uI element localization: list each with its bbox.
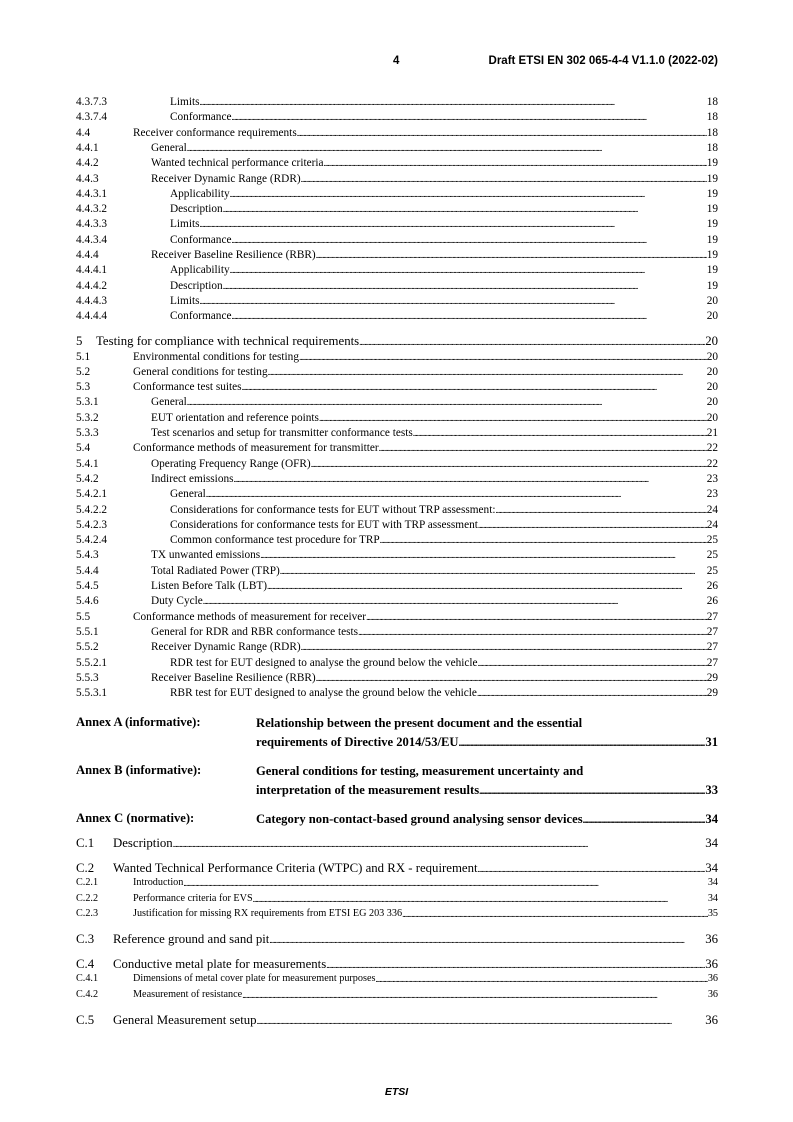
toc-entry-title: Duty Cycle: [151, 595, 203, 608]
toc-entry-title: Test scenarios and setup for transmitter conformance tests: [151, 427, 413, 439]
toc-entry-title: Category non-contact-based ground analysing sensor devices: [256, 811, 583, 826]
toc-entry[interactable]: [76, 906, 718, 922]
dot-leader: [268, 364, 707, 380]
toc-entry[interactable]: [76, 109, 718, 125]
toc-entry[interactable]: [76, 94, 718, 110]
toc-entry-page: 23: [706, 472, 718, 485]
toc-entry[interactable]: [76, 609, 718, 625]
toc-entry[interactable]: [76, 125, 718, 141]
toc-entry[interactable]: [76, 486, 718, 502]
toc-entry-title: Indirect emissions: [151, 472, 234, 485]
toc-entry-title: Description: [113, 836, 173, 851]
page-number: 4: [393, 55, 400, 67]
toc-entry[interactable]: [76, 216, 718, 232]
toc-entry[interactable]: [76, 624, 718, 640]
toc-entry-page: 34: [705, 836, 718, 851]
toc-entry-number: 4.3.7.4: [76, 111, 108, 124]
toc-entry-page: 25: [706, 564, 718, 577]
toc-entry[interactable]: [76, 762, 718, 800]
dot-leader: [187, 394, 707, 410]
toc-entry-page: 36: [705, 1012, 718, 1027]
toc-entry-number: C.2: [76, 861, 95, 876]
toc-entry-page: 20: [705, 334, 718, 349]
toc-entry-number: C.2.1: [76, 877, 99, 889]
dot-leader: [260, 547, 707, 563]
toc-entry-page: 20: [706, 365, 718, 378]
toc-entry-title: Receiver Dynamic Range (RDR): [151, 641, 301, 654]
toc-entry-title: Conformance: [170, 310, 232, 323]
dot-leader: [230, 262, 707, 278]
toc-entry-number: 4.4.3.2: [76, 203, 108, 216]
toc-entry-title: Receiver Dynamic Range (RDR): [151, 172, 301, 185]
toc-entry-page: 20: [706, 411, 718, 424]
toc-entry-page: 31: [705, 734, 718, 749]
toc-entry-number: 5.4.2: [76, 472, 99, 485]
toc-entry-page: 20: [706, 381, 718, 394]
toc-entry-page: 18: [706, 126, 718, 139]
toc-entry-page: 20: [706, 350, 718, 363]
toc-entry[interactable]: [76, 364, 718, 380]
toc-entry-number: C.1: [76, 836, 95, 851]
dot-leader: [583, 810, 706, 829]
toc-entry-title: Description: [170, 279, 223, 292]
toc-entry-number: 5.2: [76, 365, 91, 378]
dot-leader: [297, 125, 707, 141]
toc-entry[interactable]: [76, 278, 718, 294]
toc-entry-page: 34: [707, 892, 718, 904]
dot-leader: [324, 155, 707, 171]
toc-entry[interactable]: [76, 262, 718, 278]
dot-leader: [358, 624, 707, 640]
dot-leader: [479, 781, 705, 800]
toc-entry[interactable]: [76, 517, 718, 533]
toc-entry-title: General conditions for testing, measurement uncertainty and: [256, 763, 584, 778]
toc-entry-number: Annex A (informative):: [76, 714, 201, 729]
toc-entry-number: 5.5.3.1: [76, 687, 108, 700]
dot-leader: [223, 201, 707, 217]
dot-leader: [495, 502, 706, 518]
toc-entry-title: Conformance test suites: [133, 381, 242, 394]
toc-entry-number: 5.5: [76, 610, 91, 623]
toc-entry-page: 22: [706, 457, 718, 470]
toc-entry[interactable]: [76, 201, 718, 217]
toc-entry-page: 24: [706, 503, 718, 516]
toc-entry-page: 19: [706, 249, 718, 261]
toc-entry-page: 19: [706, 187, 718, 200]
toc-entry-title: Reference ground and sand pit: [113, 932, 270, 946]
toc-entry-number: C.2.2: [76, 892, 99, 904]
toc-entry[interactable]: [76, 247, 718, 263]
toc-entry-page: 19: [706, 279, 718, 292]
toc-entry-title: Considerations for conformance tests for EUT with TRP assessment: [170, 518, 478, 531]
toc-entry-page: 23: [706, 488, 718, 501]
toc-entry[interactable]: [76, 875, 718, 891]
toc-entry[interactable]: [76, 186, 718, 202]
toc-entry-number: Annex B (informative):: [76, 762, 202, 777]
dot-leader: [173, 835, 705, 852]
toc-entry-title: General for RDR and RBR conformance tests: [151, 625, 359, 638]
toc-entry-number: C.4.2: [76, 988, 99, 1000]
dot-leader: [402, 906, 708, 923]
toc-entry-number: 4.4.2: [76, 157, 99, 170]
toc-entry-number: 5.1: [76, 350, 91, 363]
toc-entry-title: Measurement of resistance: [133, 988, 243, 1000]
toc-entry-number: 4.4.4: [76, 249, 99, 261]
toc-entry-page: 33: [705, 782, 718, 797]
dot-leader: [301, 639, 707, 655]
toc-entry-page: 34: [705, 811, 718, 826]
toc-entry-title: interpretation of the measurement results: [256, 782, 480, 797]
toc-entry-number: 5.4: [76, 442, 91, 455]
toc-entry-title: Applicability: [170, 264, 230, 277]
toc-entry-number: C.4.1: [76, 973, 99, 985]
toc-entry[interactable]: [76, 308, 718, 324]
toc-entry[interactable]: [76, 639, 718, 655]
dot-leader: [223, 278, 707, 294]
toc-entry[interactable]: [76, 140, 718, 156]
toc-entry-page: 19: [706, 264, 718, 277]
toc-entry-page: 25: [706, 549, 718, 562]
toc-entry-title: Conductive metal plate for measurements: [113, 957, 327, 971]
toc-entry-title: Limits: [170, 96, 200, 108]
dot-leader: [200, 94, 707, 110]
toc-entry-number: 5.4.5: [76, 580, 99, 592]
toc-entry-page: 34: [707, 877, 718, 889]
toc-entry-page: 36: [705, 957, 718, 971]
toc-entry-number: 4.4.4.2: [76, 279, 108, 292]
toc-entry-number: 4.4.3.4: [76, 233, 108, 246]
toc-entry-number: 5.4.6: [76, 595, 99, 608]
toc-entry-title: Dimensions of metal cover plate for measurement purposes: [133, 973, 376, 985]
toc-entry-title: Relationship between the present document and the essential: [256, 715, 583, 730]
toc-entry-number: 4.4.4.3: [76, 294, 108, 307]
toc-entry-number: C.2.3: [76, 908, 99, 919]
toc-entry-title: Common conformance test procedure for TRP: [170, 534, 380, 547]
toc-entry-page: 21: [706, 427, 718, 439]
toc-entry-number: 5.5.2.1: [76, 656, 108, 669]
toc-entry-number: 5.4.2.4: [76, 534, 108, 547]
dot-leader: [206, 486, 707, 502]
toc-entry-title: Testing for compliance with technical requirements: [96, 334, 360, 349]
toc-entry-number: 5.3.2: [76, 411, 99, 424]
toc-entry-page: 25: [706, 534, 718, 547]
toc-entry-page: 27: [706, 610, 718, 623]
dot-leader: [366, 609, 707, 625]
dot-leader: [267, 578, 707, 594]
toc-entry-page: 27: [706, 656, 718, 669]
toc-entry-page: 19: [706, 203, 718, 216]
toc-entry-title: requirements of Directive 2014/53/EU: [256, 734, 459, 749]
toc-entry-title: General: [151, 396, 187, 409]
dot-leader: [477, 685, 707, 701]
toc-entry-title: Considerations for conformance tests for EUT without TRP assessment:: [170, 503, 496, 516]
toc-entry[interactable]: [76, 232, 718, 248]
dot-leader: [316, 670, 707, 686]
toc-entry[interactable]: [76, 670, 718, 686]
toc-entry[interactable]: [76, 956, 718, 972]
toc-entry-title: TX unwanted emissions: [151, 549, 261, 562]
dot-leader: [203, 593, 707, 609]
toc-entry-number: 5.4.2.1: [76, 488, 108, 501]
toc-entry[interactable]: [76, 971, 718, 987]
toc-entry[interactable]: [76, 563, 718, 579]
toc-entry-number: 4.4.3.3: [76, 218, 108, 231]
toc-entry-page: 18: [706, 96, 718, 108]
toc-entry-number: 5.4.2.3: [76, 518, 108, 531]
toc-entry[interactable]: [76, 547, 718, 563]
dot-leader: [413, 425, 707, 441]
dot-leader: [231, 232, 706, 248]
toc-entry[interactable]: [76, 860, 718, 876]
toc-entry-number: 4.4.4.4: [76, 310, 108, 323]
toc-entry-number: 4.3.7.3: [76, 96, 108, 108]
toc-entry-title: Receiver conformance requirements: [133, 126, 297, 139]
footer-etsi: ETSI: [384, 1086, 409, 1098]
toc-entry-title: Introduction: [133, 877, 184, 889]
toc-entry[interactable]: [76, 685, 718, 701]
toc-entry-page: 22: [706, 442, 718, 455]
toc-entry-number: 4.4.4.1: [76, 264, 108, 277]
toc-entry-page: 27: [706, 641, 718, 654]
dot-leader: [478, 655, 707, 671]
toc-entry-title: Applicability: [170, 187, 230, 200]
dot-leader: [478, 517, 707, 533]
toc-entry-title: RDR test for EUT designed to analyse the ground below the vehicle: [170, 656, 478, 669]
toc-entry-page: 20: [706, 310, 718, 323]
toc-entry-title: Environmental conditions for testing: [133, 350, 299, 363]
toc-entry-page: 19: [706, 218, 718, 231]
toc-entry-title: Conformance methods of measurement for transmitter: [133, 442, 379, 455]
dot-leader: [299, 349, 707, 365]
toc-entry-page: 35: [707, 908, 718, 919]
toc-entry[interactable]: [76, 456, 718, 472]
toc-entry[interactable]: [76, 293, 718, 309]
toc-entry[interactable]: [76, 333, 718, 349]
toc-entry-number: 5.3.3: [76, 427, 99, 439]
toc-entry-page: 18: [706, 111, 718, 124]
toc-entry[interactable]: [76, 410, 718, 426]
dot-leader: [234, 471, 707, 487]
toc-entry-title: Limits: [170, 218, 200, 231]
toc-entry-title: Listen Before Talk (LBT): [151, 580, 268, 592]
toc-entry-number: 5.4.3: [76, 549, 99, 562]
toc-entry-title: Conformance methods of measurement for receiver: [133, 610, 367, 623]
dot-leader: [257, 1012, 706, 1029]
toc-entry-title: Wanted technical performance criteria: [151, 157, 324, 170]
toc-entry-number: 4.4.3.1: [76, 187, 108, 200]
dot-leader: [187, 140, 707, 156]
toc-entry-title: Receiver Baseline Resilience (RBR): [151, 249, 316, 261]
toc-entry[interactable]: [76, 171, 718, 187]
toc-entry-page: 18: [706, 141, 718, 154]
toc-entry-page: 29: [706, 687, 718, 700]
toc-entry-title: Operating Frequency Range (OFR): [151, 457, 311, 470]
toc-entry-number: 4.4: [76, 126, 91, 139]
toc-entry-page: 36: [705, 932, 718, 946]
toc-entry-page: 19: [706, 157, 718, 170]
toc-entry-page: 27: [706, 625, 718, 638]
toc-entry-number: 4.4.1: [76, 141, 99, 154]
toc-entry-number: 5.5.2: [76, 641, 99, 654]
dot-leader: [231, 109, 706, 125]
toc-entry[interactable]: [76, 1012, 718, 1028]
toc-entry-number: 5.5.1: [76, 625, 99, 638]
dot-leader: [319, 410, 707, 426]
toc-entry[interactable]: [76, 425, 718, 441]
dot-leader: [459, 733, 706, 752]
toc-entry-title: Description: [170, 203, 223, 216]
dot-leader: [269, 931, 705, 948]
dot-leader: [380, 532, 707, 548]
toc-entry-title: Performance criteria for EVS: [133, 892, 253, 904]
toc-entry-number: Annex C (normative):: [76, 810, 195, 825]
toc-entry[interactable]: [76, 349, 718, 365]
toc-entry-page: 20: [706, 294, 718, 307]
toc-entry-page: 19: [706, 172, 718, 185]
toc-entry-title: Conformance: [170, 233, 232, 246]
toc-entry-number: 4.4.3: [76, 172, 99, 185]
toc-entry[interactable]: [76, 379, 718, 395]
toc-entry-page: 20: [706, 396, 718, 409]
toc-entry-number: C.4: [76, 957, 95, 971]
dot-leader: [231, 308, 706, 324]
toc-entry-number: 5.4.2.2: [76, 503, 108, 516]
toc-entry[interactable]: [76, 714, 718, 752]
dot-leader: [301, 171, 707, 187]
toc-entry-page: 24: [706, 518, 718, 531]
toc-entry-page: 36: [707, 988, 718, 1000]
toc-entry[interactable]: [76, 987, 718, 1003]
toc-entry[interactable]: [76, 655, 718, 671]
toc-entry-page: 26: [706, 595, 718, 608]
toc-entry-page: 19: [706, 233, 718, 246]
toc-entry-number: C.5: [76, 1012, 95, 1027]
toc-entry[interactable]: [76, 891, 718, 907]
toc-entry-page: 36: [707, 973, 718, 985]
toc-entry-title: Limits: [170, 294, 200, 307]
toc-entry[interactable]: [76, 394, 718, 410]
toc-entry-title: General conditions for testing: [133, 365, 268, 378]
toc-entry-page: 29: [706, 671, 718, 684]
toc-entry-page: 26: [706, 580, 718, 592]
toc-entry-title: Receiver Baseline Resilience (RBR): [151, 671, 316, 684]
toc-entry-title: General Measurement setup: [113, 1012, 257, 1027]
toc-entry-page: 34: [705, 861, 718, 876]
toc-entry-number: 5.3.1: [76, 396, 99, 409]
toc-entry-title: Justification for missing RX requirements from ETSI EG 203 336: [133, 908, 403, 919]
dot-leader: [311, 456, 707, 472]
dot-leader: [316, 247, 707, 263]
toc-entry-title: Wanted Technical Performance Criteria (WTPC) and RX - requirement: [113, 861, 478, 876]
toc-entry-number: 5: [76, 334, 83, 349]
toc-entry[interactable]: [76, 578, 718, 594]
dot-leader: [379, 440, 707, 456]
toc-entry-number: 5.4.1: [76, 457, 99, 470]
dot-leader: [200, 216, 707, 232]
dot-leader: [280, 563, 707, 579]
toc-entry[interactable]: [76, 835, 718, 851]
toc-entry[interactable]: [76, 502, 718, 518]
toc-entry[interactable]: [76, 532, 718, 548]
toc-entry[interactable]: [76, 440, 718, 456]
dot-leader: [230, 186, 707, 202]
toc-entry[interactable]: [76, 155, 718, 171]
toc-entry-number: 5.4.4: [76, 564, 99, 577]
toc-entry[interactable]: [76, 471, 718, 487]
toc-entry[interactable]: [76, 593, 718, 609]
toc-entry-title: General: [170, 488, 206, 501]
toc-entry-number: 5.3: [76, 381, 91, 394]
toc-entry-title: RBR test for EUT designed to analyse the ground below the vehicle: [170, 687, 477, 700]
toc-entry-number: 5.5.3: [76, 671, 99, 684]
dot-leader: [242, 987, 708, 1004]
dot-leader: [200, 293, 707, 309]
toc-entry-number: C.3: [76, 932, 95, 946]
document-title: Draft ETSI EN 302 065-4-4 V1.1.0 (2022-02): [488, 55, 718, 67]
toc-entry-title: General: [151, 141, 187, 154]
toc-entry[interactable]: [76, 931, 718, 947]
dot-leader: [242, 379, 707, 395]
toc-entry-title: Conformance: [170, 111, 232, 124]
toc-entry-title: EUT orientation and reference points: [151, 411, 319, 424]
toc-entry-title: Total Radiated Power (TRP): [151, 564, 280, 577]
